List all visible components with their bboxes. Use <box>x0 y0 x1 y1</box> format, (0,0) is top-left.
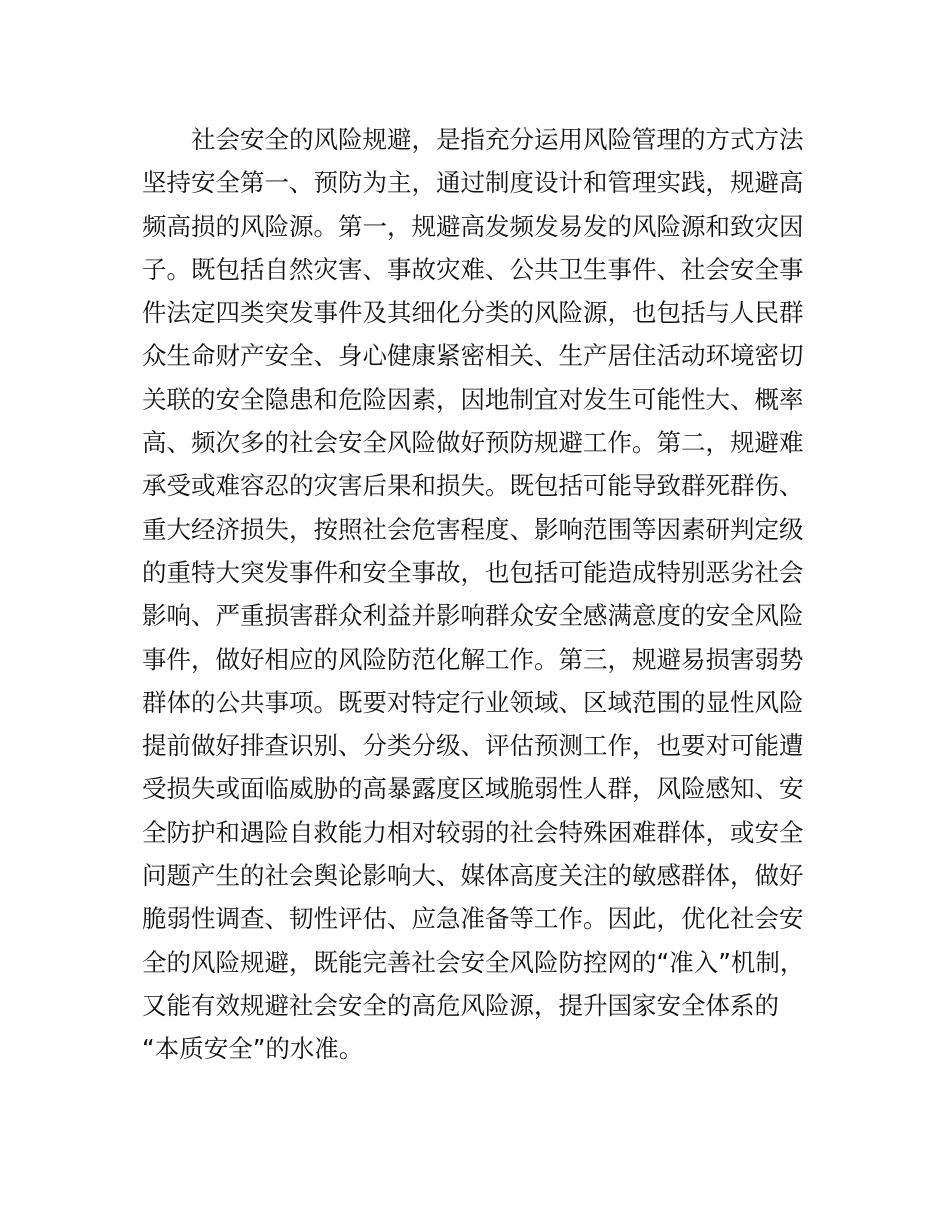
paragraph-line: 影响、严重损害群众利益并影响群众安全感满意度的安全风险 <box>142 601 804 631</box>
paragraph-line: 坚持安全第一、预防为主，通过制度设计和管理实践，规避高 <box>142 168 804 198</box>
paragraph-line: 受损失或面临威胁的高暴露度区域脆弱性人群，风险感知、安 <box>142 774 804 804</box>
paragraph-line: 的重特大突发事件和安全事故，也包括可能造成特别恶劣社会 <box>142 557 804 587</box>
paragraph-line: “本质安全”的水准。 <box>142 1034 364 1064</box>
paragraph-line: 承受或难容忍的灾害后果和损失。既包括可能导致群死群伤、 <box>142 471 804 501</box>
paragraph-line: 关联的安全隐患和危险因素，因地制宜对发生可能性大、概率 <box>142 384 804 414</box>
paragraph-line: 重大经济损失，按照社会危害程度、影响范围等因素研判定级 <box>142 514 804 544</box>
paragraph-line: 全的风险规避，既能完善社会安全风险防控网的“准入”机制， <box>142 947 805 977</box>
paragraph-line: 频高损的风险源。第一，规避高发频发易发的风险源和致灾因 <box>142 211 804 241</box>
paragraph-line: 高、频次多的社会安全风险做好预防规避工作。第二，规避难 <box>142 428 804 458</box>
paragraph-line: 社会安全的风险规避，是指充分运用风险管理的方式方法 <box>191 125 804 154</box>
paragraph-line: 又能有效规避社会安全的高危风险源，提升国家安全体系的 <box>142 990 779 1020</box>
paragraph-line: 件法定四类突发事件及其细化分类的风险源，也包括与人民群 <box>142 298 804 328</box>
paragraph-line: 脆弱性调查、韧性评估、应急准备等工作。因此，优化社会安 <box>142 904 804 934</box>
paragraph-line: 全防护和遇险自救能力相对较弱的社会特殊困难群体，或安全 <box>142 817 804 847</box>
paragraph-line: 事件，做好相应的风险防范化解工作。第三，规避易损害弱势 <box>142 644 804 674</box>
paragraph-line: 提前做好排查识别、分类分级、评估预测工作，也要对可能遭 <box>142 731 804 761</box>
paragraph-line: 群体的公共事项。既要对特定行业领域、区域范围的显性风险 <box>142 687 804 717</box>
paragraph-line: 子。既包括自然灾害、事故灾难、公共卫生事件、社会安全事 <box>142 254 804 284</box>
body-paragraph <box>142 118 842 1071</box>
paragraph-line: 众生命财产安全、身心健康紧密相关、生产居住活动环境密切 <box>142 341 804 371</box>
paragraph-line: 问题产生的社会舆论影响大、媒体高度关注的敏感群体，做好 <box>142 861 804 891</box>
